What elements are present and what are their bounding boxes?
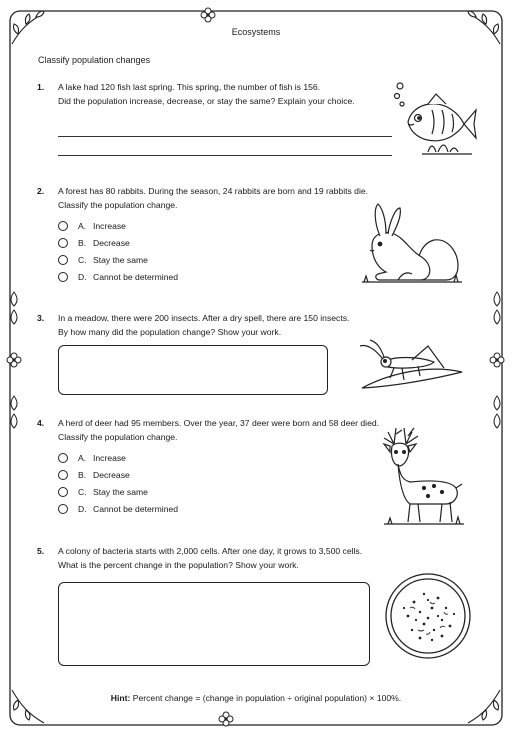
option-letter: C.	[78, 487, 87, 497]
question-2-option-b[interactable]	[58, 237, 130, 249]
option-label: Cannot be determined	[93, 272, 179, 282]
option-letter: D.	[78, 504, 87, 514]
question-3-line-2: By how many did the population change? Show your work.	[58, 327, 282, 337]
question-2-line-1: A forest has 80 rabbits. During the season, 24 rabbits are born and 19 rabbits die.	[58, 186, 369, 196]
answer-line-2[interactable]	[58, 155, 392, 156]
answer-box-5[interactable]	[58, 582, 370, 666]
question-4-option-d[interactable]	[58, 503, 178, 515]
fish-illustration	[392, 80, 478, 162]
side-leaf-left-lower	[11, 396, 17, 428]
question-3-text	[58, 311, 349, 339]
question-2-option-c[interactable]	[58, 254, 148, 266]
question-2-number: 2.	[37, 186, 45, 196]
option-letter: B.	[78, 470, 87, 480]
question-4-option-a[interactable]	[58, 452, 126, 464]
option-label: Increase	[93, 453, 126, 463]
question-2-line-2: Classify the population change.	[58, 200, 178, 210]
question-5-number: 5.	[37, 546, 45, 556]
flower-ornament-top	[201, 8, 215, 22]
option-letter: A.	[78, 221, 87, 231]
radio-circle[interactable]	[58, 221, 68, 231]
question-4-option-b[interactable]	[58, 469, 130, 481]
side-leaf-left-upper	[11, 292, 17, 324]
radio-circle[interactable]	[58, 272, 68, 282]
option-letter: A.	[78, 453, 87, 463]
radio-circle[interactable]	[58, 487, 68, 497]
radio-circle[interactable]	[58, 470, 68, 480]
option-letter: D.	[78, 272, 87, 282]
question-4-option-c[interactable]	[58, 486, 148, 498]
side-leaf-right-lower	[494, 396, 500, 428]
option-label: Decrease	[93, 470, 130, 480]
worksheet-subtitle: Classify population changes	[38, 55, 151, 65]
answer-box-3[interactable]	[58, 345, 328, 395]
radio-circle[interactable]	[58, 238, 68, 248]
hint-label: Hint:	[110, 693, 131, 703]
question-4-line-1: A herd of deer had 95 members. Over the year, 37 deer were born and 58 deer died.	[58, 418, 380, 428]
option-letter: C.	[78, 255, 87, 265]
question-1-line-2: Did the population increase, decrease, or stay the same? Explain your choice.	[58, 96, 355, 106]
question-2-option-a[interactable]	[58, 220, 126, 232]
side-leaf-right-upper	[494, 292, 500, 324]
option-label: Decrease	[93, 238, 130, 248]
option-label: Stay the same	[93, 255, 148, 265]
radio-circle[interactable]	[58, 504, 68, 514]
option-letter: B.	[78, 238, 87, 248]
question-1-number: 1.	[37, 82, 45, 92]
flower-ornament-left	[7, 353, 21, 367]
grasshopper-illustration	[358, 338, 468, 390]
question-5-line-1: A colony of bacteria starts with 2,000 cells. After one day, it grows to 3,500 cells.	[58, 546, 363, 556]
question-3-line-1: In a meadow, there were 200 insects. After a dry spell, there are 150 insects.	[58, 313, 350, 323]
question-3-number: 3.	[37, 313, 45, 323]
radio-circle[interactable]	[58, 453, 68, 463]
option-label: Increase	[93, 221, 126, 231]
question-4-text	[58, 416, 379, 444]
question-5-line-2: What is the percent change in the population? Show your work.	[58, 560, 299, 570]
deer-illustration	[380, 424, 466, 528]
hint-text	[0, 693, 512, 703]
hint-body: Percent change = (change in population ÷ original population) × 100%.	[130, 693, 402, 703]
question-5-text	[58, 544, 362, 572]
option-label: Stay the same	[93, 487, 148, 497]
answer-line-1[interactable]	[58, 136, 392, 137]
rabbit-illustration	[358, 200, 468, 290]
question-1-line-1: A lake had 120 fish last spring. This spring, the number of fish is 156.	[58, 82, 321, 92]
question-4-number: 4.	[37, 418, 45, 428]
question-2-option-d[interactable]	[58, 271, 178, 283]
question-2-text	[58, 184, 368, 212]
petri-dish-illustration	[384, 572, 472, 660]
question-4-line-2: Classify the population change.	[58, 432, 178, 442]
radio-circle[interactable]	[58, 255, 68, 265]
worksheet-title: Ecosystems	[231, 27, 281, 37]
question-1-text	[58, 80, 355, 108]
option-label: Cannot be determined	[93, 504, 179, 514]
flower-ornament-bottom	[219, 712, 233, 726]
